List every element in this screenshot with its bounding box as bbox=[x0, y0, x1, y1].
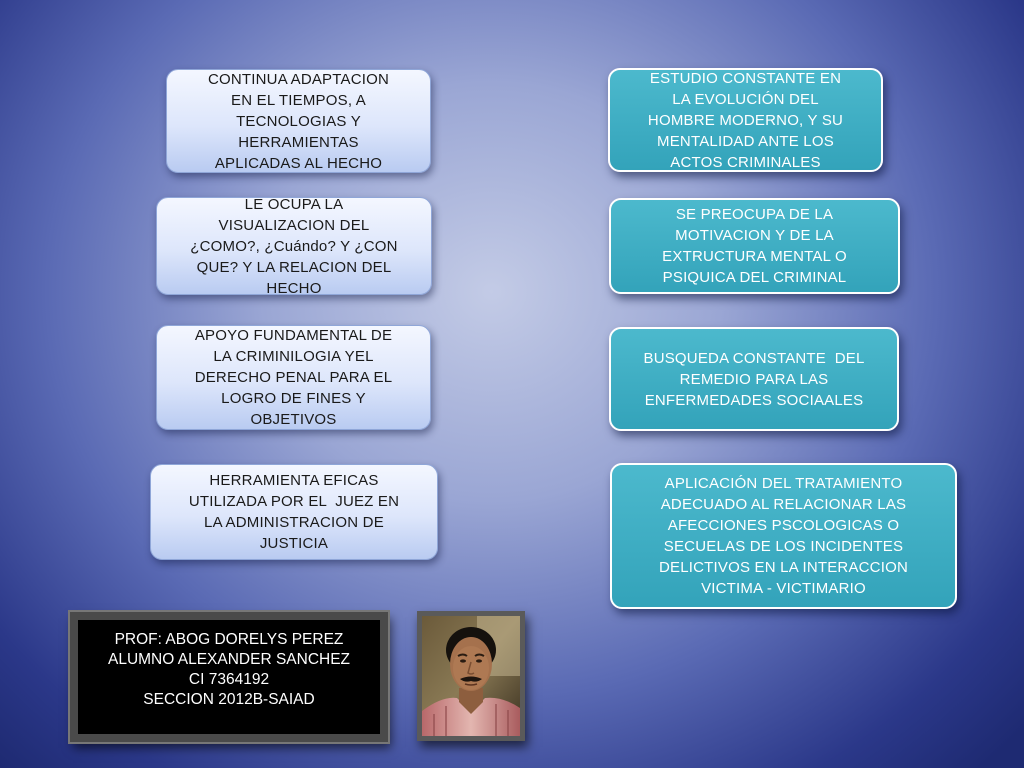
text-line: LA EVOLUCIÓN DEL bbox=[672, 90, 819, 108]
left-box-1 bbox=[166, 69, 431, 173]
text-line: JUSTICIA bbox=[259, 535, 329, 552]
professor-line: PROF: ABOG DORELYS PEREZ bbox=[114, 631, 344, 648]
text-line: SECUELAS DE LOS INCIDENTES bbox=[663, 538, 904, 555]
text-line: LOGRO DE FINES Y bbox=[221, 390, 366, 407]
text-line: DERECHO PENAL PARA EL bbox=[194, 369, 393, 386]
text-line: BUSQUEDA CONSTANTE DEL bbox=[643, 349, 865, 367]
text-line: MENTALIDAD ANTE LOS bbox=[657, 132, 834, 150]
left-box-3-text bbox=[195, 325, 393, 430]
text-line: HERRAMIENTA EFICAS bbox=[209, 472, 379, 489]
text-line: OBJETIVOS bbox=[250, 411, 337, 428]
text-line: MOTIVACION Y DE LA bbox=[675, 227, 834, 244]
right-box-2-text bbox=[662, 204, 847, 288]
text-line: ESTUDIO CONSTANTE EN bbox=[649, 69, 842, 87]
left-box-4-text bbox=[189, 470, 399, 554]
text-line: LA CRIMINILOGIA YEL bbox=[213, 348, 374, 365]
right-box-3-text bbox=[643, 348, 864, 411]
text-line: APOYO FUNDAMENTAL DE bbox=[194, 327, 393, 344]
right-box-4 bbox=[610, 463, 957, 609]
author-info-box bbox=[70, 612, 388, 742]
text-line: QUE? Y LA RELACION DEL bbox=[196, 258, 392, 276]
text-line: REMEDIO PARA LAS bbox=[679, 370, 829, 388]
left-box-2-text bbox=[190, 194, 397, 299]
left-box-1-text bbox=[208, 69, 389, 174]
text-line: APLICADAS AL HECHO bbox=[214, 154, 383, 172]
left-box-4 bbox=[150, 464, 438, 560]
left-box-2 bbox=[156, 197, 432, 295]
right-box-1-text bbox=[648, 68, 843, 173]
text-line: UTILIZADA POR EL JUEZ EN bbox=[188, 493, 400, 510]
text-line: ACTOS CRIMINALES bbox=[670, 153, 821, 171]
text-line: ADECUADO AL RELACIONAR LAS bbox=[660, 496, 907, 513]
text-line: SE PREOCUPA DE LA bbox=[675, 206, 834, 223]
right-box-3 bbox=[609, 327, 899, 431]
text-line: EN EL TIEMPOS, A bbox=[231, 91, 366, 109]
right-box-2 bbox=[609, 198, 900, 294]
portrait-photo bbox=[417, 611, 525, 741]
text-line: PSIQUICA DEL CRIMINAL bbox=[662, 269, 847, 286]
text-line: EXTRUCTURA MENTAL O bbox=[662, 248, 847, 265]
text-line: APLICACIÓN DEL TRATAMIENTO bbox=[664, 475, 903, 492]
section-line: SECCION 2012B-SAIAD bbox=[143, 691, 315, 708]
text-line: HECHO bbox=[266, 279, 322, 297]
text-line: HERRAMIENTAS bbox=[238, 133, 359, 151]
text-line: CONTINUA ADAPTACION bbox=[207, 70, 390, 88]
text-line: LE OCUPA LA bbox=[244, 195, 344, 213]
text-line: TECNOLOGIAS Y bbox=[236, 112, 361, 130]
right-box-1 bbox=[608, 68, 883, 172]
text-line: DELICTIVOS EN LA INTERACCION bbox=[659, 559, 908, 576]
text-line: AFECCIONES PSCOLOGICAS O bbox=[667, 517, 900, 534]
text-line: ENFERMEDADES SOCIAALES bbox=[644, 391, 864, 409]
text-line: LA ADMINISTRACION DE bbox=[204, 514, 384, 531]
text-line: ¿COMO?, ¿Cuándo? Y ¿CON bbox=[190, 237, 398, 255]
right-box-4-text bbox=[659, 473, 908, 599]
left-box-3 bbox=[156, 325, 431, 430]
text-line: VICTIMA - VICTIMARIO bbox=[701, 580, 866, 597]
student-line: ALUMNO ALEXANDER SANCHEZ bbox=[107, 651, 351, 668]
text-line: HOMBRE MODERNO, Y SU bbox=[647, 111, 844, 129]
id-line: CI 7364192 bbox=[188, 671, 270, 688]
portrait-image bbox=[422, 616, 520, 736]
text-line: VISUALIZACION DEL bbox=[218, 216, 370, 234]
